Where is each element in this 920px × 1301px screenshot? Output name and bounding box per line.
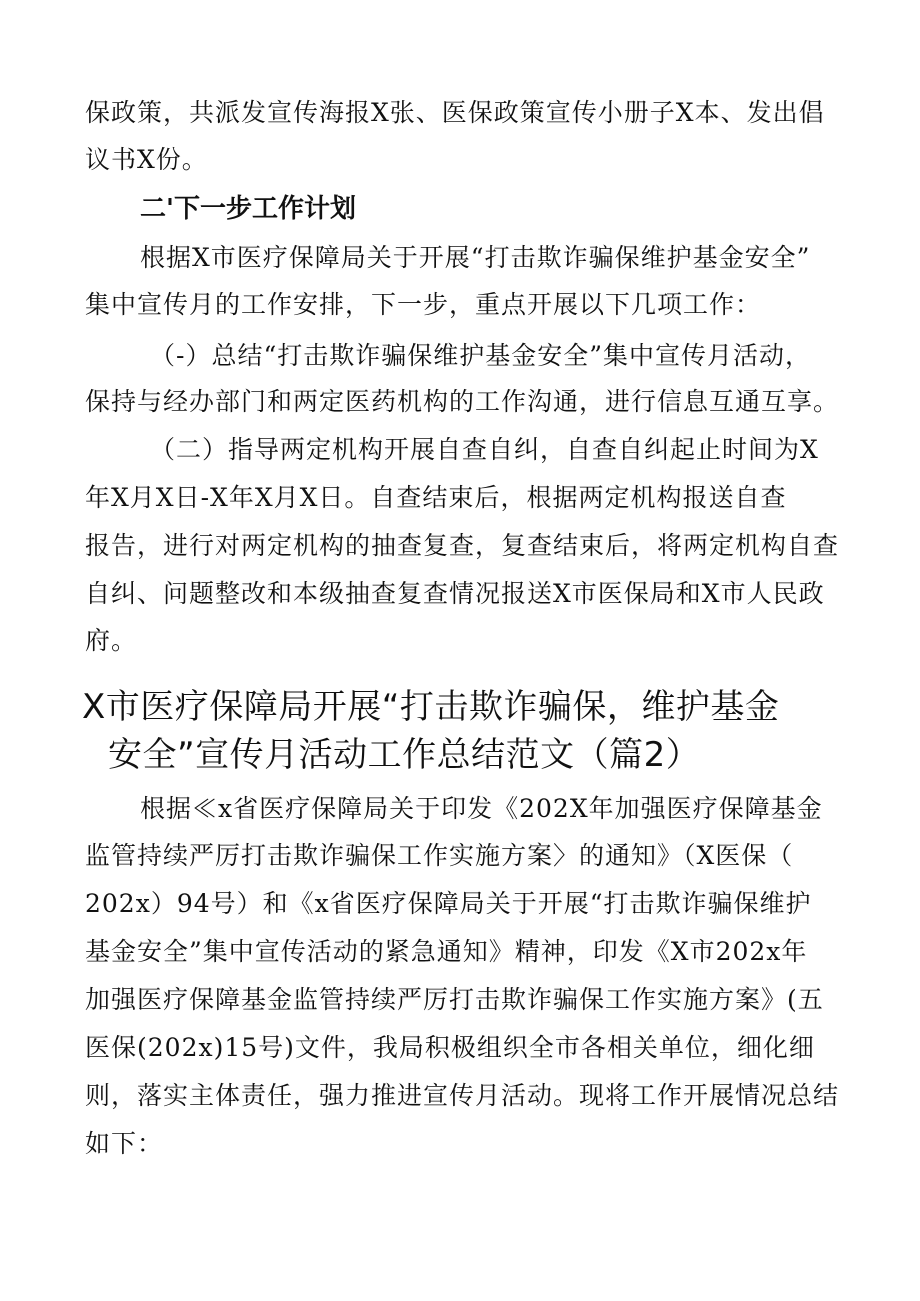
paragraph-line: 集中宣传月的工作安排，下一步，重点开展以下几项工作： — [85, 290, 762, 319]
paragraph-line: 则，落实主体责任，强力推进宣传月活动。现将工作开展情况总结 — [85, 1081, 840, 1110]
paragraph-line: 根据≪x省医疗保障局关于印发《202X年加强医疗保障基金 — [140, 794, 823, 823]
paragraph-line: 报告，进行对两定机构的抽查复查，复查结束后，将两定机构自查 — [85, 531, 840, 560]
paragraph-line: 如下： — [85, 1129, 164, 1158]
paragraph-line: （-）总结“打击欺诈骗保维护基金安全”集中宣传月活动， — [150, 341, 812, 370]
paragraph-line: 年X月X日-X年X月X日。自查结束后，根据两定机构报送自查 — [85, 483, 787, 512]
paragraph-line: 基金安全”集中宣传活动的紧急通知》精神，印发《X市202x年 — [85, 937, 808, 966]
paragraph-line: 保持与经办部门和两定医药机构的工作沟通，进行信息互通互享。 — [85, 387, 840, 416]
paragraph-line: 根据X市医疗保障局关于开展“打击欺诈骗保维护基金安全” — [140, 243, 811, 272]
paragraph-line: 监管持续严厉打击欺诈骗保工作实施方案〉的通知》（X医保（ — [85, 841, 794, 870]
paragraph-line: 加强医疗保障基金监管持续严厉打击欺诈骗保工作实施方案》(五 — [85, 985, 824, 1014]
paragraph-line: （二）指导两定机构开展自查自纠，自查自纠起止时间为X — [150, 435, 819, 464]
paragraph-line: 自纠、问题整改和本级抽查复查情况报送X市医保局和X市人民政 — [85, 579, 825, 608]
paragraph-line: 府。 — [85, 626, 138, 655]
article-title: X市医疗保障局开展“打击欺诈骗保，维护基金 — [82, 687, 780, 727]
paragraph-line: 医保(202x)15号)文件，我局积极组织全市各相关单位，细化细 — [85, 1033, 815, 1062]
section-heading: 二'下一步工作计划 — [140, 194, 356, 224]
paragraph-line: 保政策，共派发宣传海报X张、医保政策宣传小册子X本、发出倡 — [85, 98, 825, 127]
paragraph-line: 议书X份。 — [85, 145, 208, 174]
paragraph-line: 202x）94号）和《x省医疗保障局关于开展“打击欺诈骗保维护 — [85, 889, 812, 918]
article-title: 安全”宣传月活动工作总结范文（篇2） — [108, 735, 701, 775]
